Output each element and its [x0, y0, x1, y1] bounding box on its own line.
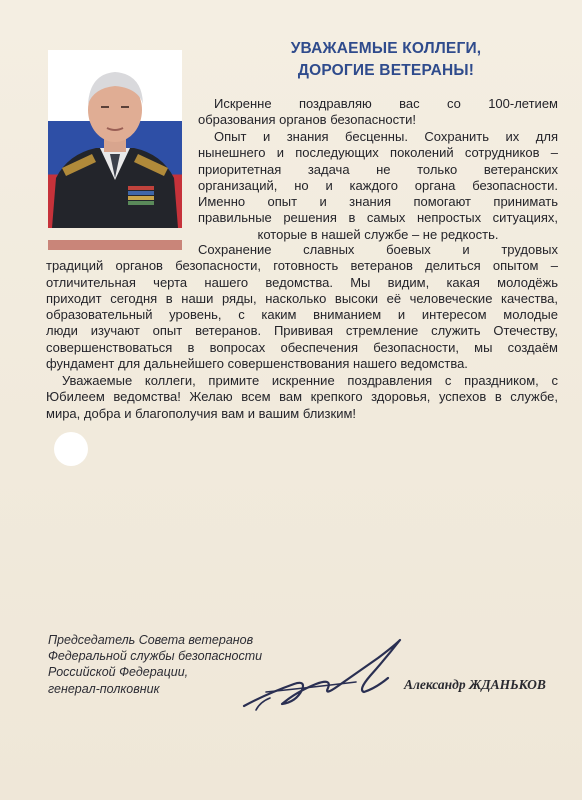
signatory-name: Александр ЖДАНЬКОВ — [404, 677, 546, 692]
signatory-title-line: Федеральной службы безопасности — [48, 649, 263, 664]
text-line: люди изучают опыт ветеранов. Прививая стремление служить Отечеству, — [46, 323, 558, 339]
text-line: Опыт и знания бесценны. Сохранить их для — [214, 129, 558, 144]
portrait — [48, 50, 182, 252]
signatory-title-line: Российской Федерации, — [48, 665, 189, 680]
text-line: Сохранение славных боевых и трудовых — [198, 242, 558, 257]
paragraph-experience — [198, 129, 558, 243]
handwritten-signature — [236, 632, 426, 716]
signatory-title-line: Председатель Совета ветеранов — [48, 633, 254, 647]
text-line: образовательный уровень, с каким вниманием и интересом молодые — [46, 307, 558, 323]
heading-line-1: УВАЖАЕМЫЕ КОЛЛЕГИ, — [290, 40, 482, 57]
portrait-figure — [48, 50, 182, 228]
text-line: Уважаемые коллеги, примите искренние поздравления с праздником, с — [62, 373, 558, 388]
text-line: отличительная черта нашего ведомства. Мы видим, какая молодёжь — [46, 274, 558, 290]
paragraph-traditions — [46, 242, 558, 372]
text-line: нынешнего и последующих поколений сотрудников – — [198, 145, 558, 161]
text-line: Юбилеем ведомства! Желаю всем вам крепкого здоровья, успехов в службе, — [46, 389, 558, 405]
text-line: приоритетная задача не только ветеранских — [198, 161, 558, 177]
letter-heading — [200, 38, 572, 82]
heading-line-2: ДОРОГИЕ ВЕТЕРАНЫ! — [297, 62, 475, 79]
text-line: совершенствоваться в вопросах обеспечения безопасности, мы создаём — [46, 339, 558, 355]
text-line: образования органов безопасности! — [198, 112, 416, 128]
text-line: правильные решения в самых непростых ситуациях, — [198, 210, 558, 226]
text-line: Именно опыт и знания помогают принимать — [198, 194, 558, 210]
portrait-photo — [48, 50, 182, 228]
text-line: мира, добра и благополучия вам и вашим близким! — [46, 405, 357, 421]
paragraph-greeting — [198, 96, 558, 129]
paper-blot — [54, 432, 88, 466]
signatory-title-line: генерал-полковник — [48, 681, 160, 696]
text-line: приходит сегодня в наши ряды, насколько высоки её человеческие качества, — [46, 290, 558, 306]
text-line: Искренне поздравляю вас со 100-летием — [214, 96, 558, 111]
text-line: организаций, но и каждого органа безопасности. — [198, 177, 558, 193]
text-line: традиций органов безопасности, готовность ветеранов делиться опытом – — [46, 258, 558, 274]
text-line: которые в нашей службе – не редкость. — [257, 226, 499, 242]
paragraph-wishes — [46, 373, 558, 422]
text-line: фундамент для дальнейшего совершенствования нашего ведомства. — [46, 356, 468, 372]
